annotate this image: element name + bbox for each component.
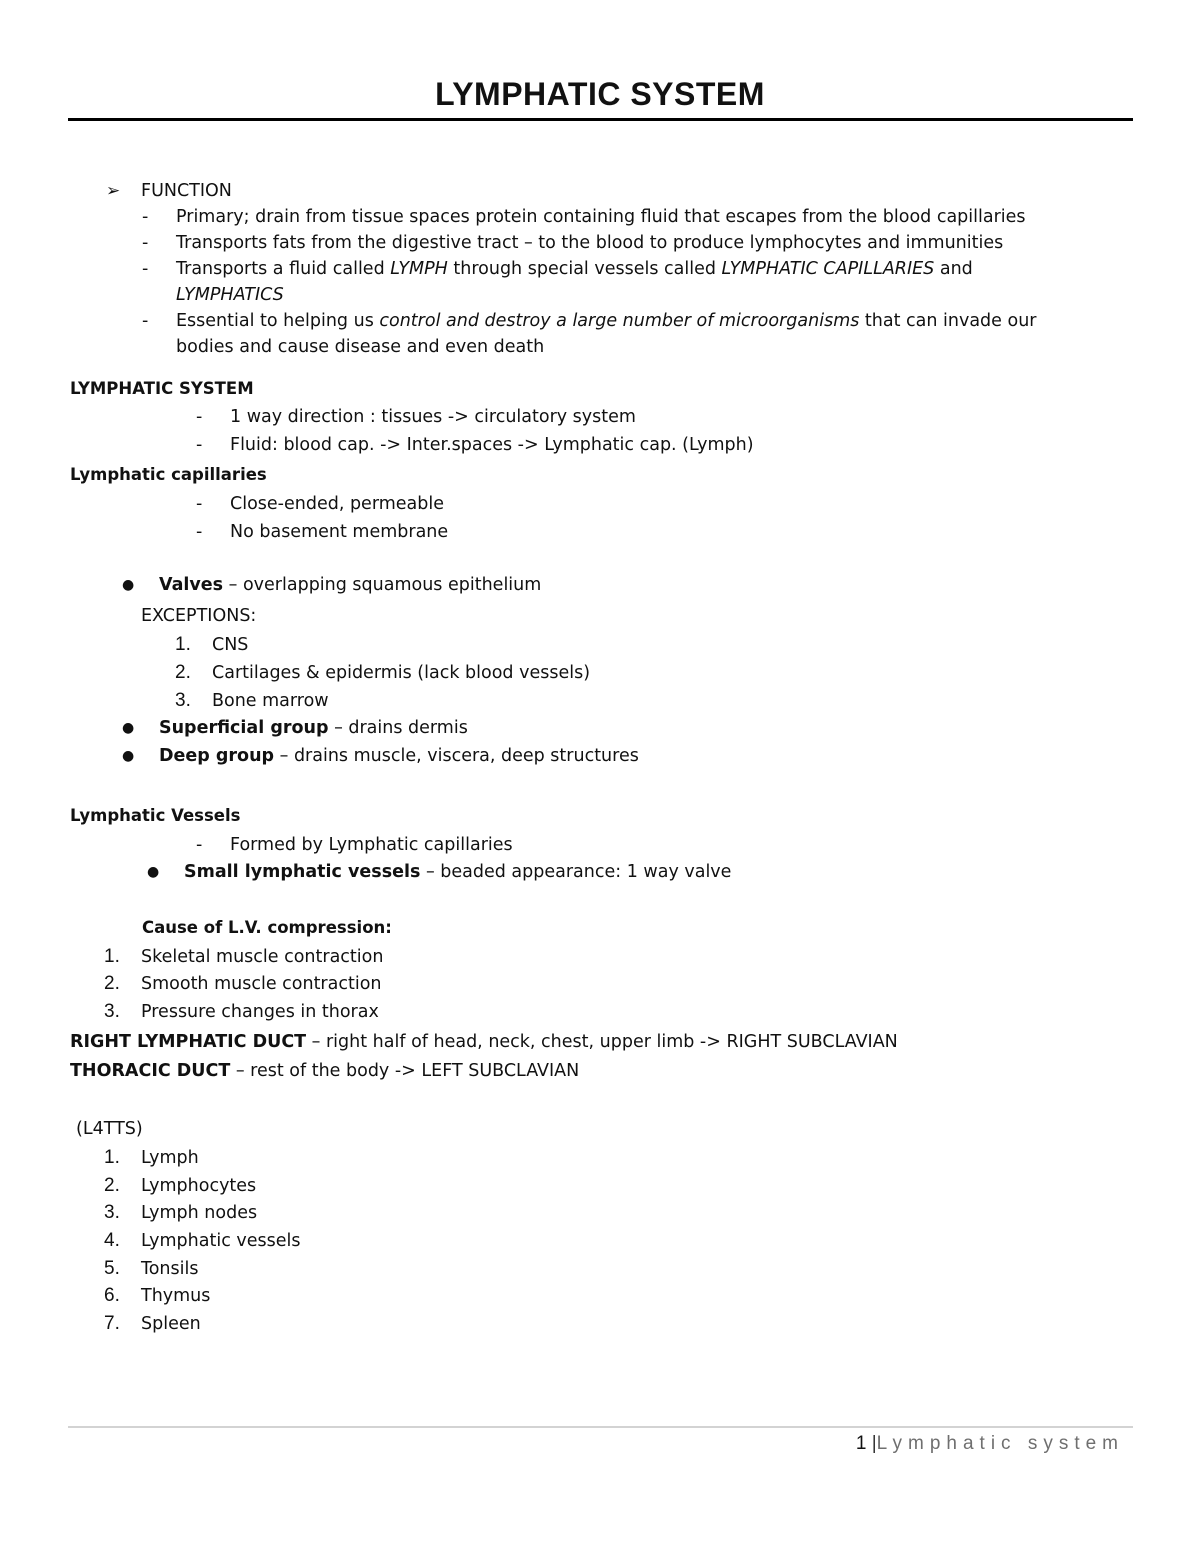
dash-marker: - (196, 494, 203, 514)
function-item-2: Transports fats from the digestive tract – to the blood to produce lymphocytes and immunities (176, 233, 1004, 253)
list-number: 2. (104, 1175, 120, 1196)
lymphatic-system-item-1: 1 way direction : tissues -> circulatory system (230, 407, 636, 427)
dash-marker: - (142, 311, 149, 331)
capillaries-item-1: Close-ended, permeable (230, 494, 444, 514)
dash-marker: - (196, 435, 203, 455)
function-item-4-continued: bodies and cause disease and even death (176, 337, 545, 357)
exception-item: Cartilages & epidermis (lack blood vessels) (212, 663, 591, 683)
function-item-4: Essential to helping us control and destroy a large number of microorganisms that can invade our (176, 311, 1037, 331)
function-item-1: Primary; drain from tissue spaces protein containing fluid that escapes from the blood capillaries (176, 207, 1026, 227)
thoracic-duct-line: THORACIC DUCT – rest of the body -> LEFT SUBCLAVIAN (70, 1061, 580, 1081)
list-number: 3. (104, 1001, 120, 1022)
list-number: 2. (175, 662, 191, 683)
list-number: 3. (104, 1202, 120, 1223)
function-item-3-continued: LYMPHATICS (176, 285, 284, 305)
function-item-3: Transports a fluid called LYMPH through special vessels called LYMPHATIC CAPILLARIES and (176, 259, 973, 279)
page-number: 1 (855, 1433, 867, 1454)
bullet-icon: ● (122, 577, 135, 593)
dash-marker: - (196, 407, 203, 427)
dash-marker: - (142, 233, 149, 253)
small-vessels-line: Small lymphatic vessels – beaded appearance: 1 way valve (184, 862, 732, 882)
l4tts-item: Lymph (141, 1148, 199, 1168)
exception-item: CNS (212, 635, 249, 655)
list-number: 1. (104, 1147, 120, 1168)
page-footer (856, 1432, 1124, 1456)
function-heading: FUNCTION (141, 181, 232, 201)
capillaries-item-2: No basement membrane (230, 522, 449, 542)
right-lymphatic-duct-line: RIGHT LYMPHATIC DUCT – right half of head, neck, chest, upper limb -> RIGHT SUBCLAVIAN (70, 1032, 898, 1052)
cause-item: Skeletal muscle contraction (141, 947, 384, 967)
lymphatic-system-heading: LYMPHATIC SYSTEM (70, 379, 254, 398)
cause-heading: Cause of L.V. compression: (142, 918, 392, 937)
cause-item: Smooth muscle contraction (141, 974, 382, 994)
list-number: 6. (104, 1285, 120, 1306)
l4tts-item: Tonsils (141, 1259, 199, 1279)
footer-separator: | (871, 1433, 877, 1454)
list-number: 7. (104, 1313, 120, 1334)
bullet-icon: ● (122, 720, 135, 736)
list-number: 3. (175, 690, 191, 711)
dash-marker: - (142, 259, 149, 279)
document-title: LYMPHATIC SYSTEM (435, 76, 765, 112)
exceptions-label: EXCEPTIONS: (141, 606, 257, 626)
l4tts-item: Spleen (141, 1314, 201, 1334)
dash-marker: - (142, 207, 149, 227)
l4tts-label: (L4TTS) (76, 1119, 143, 1139)
list-number: 2. (104, 973, 120, 994)
l4tts-item: Thymus (141, 1286, 211, 1306)
dash-marker: - (196, 835, 203, 855)
capillaries-heading: Lymphatic capillaries (70, 465, 267, 484)
footer-divider (68, 1426, 1133, 1428)
lymphatic-system-item-2: Fluid: blood cap. -> Inter.spaces -> Lymphatic cap. (Lymph) (230, 435, 754, 455)
bullet-icon: ● (122, 748, 135, 764)
cause-item: Pressure changes in thorax (141, 1002, 379, 1022)
dash-marker: - (196, 522, 203, 542)
title-divider (68, 118, 1133, 121)
bullet-icon: ● (147, 864, 160, 880)
list-number: 1. (104, 946, 120, 967)
exception-item: Bone marrow (212, 691, 329, 711)
list-number: 5. (104, 1258, 120, 1279)
valves-line: Valves – overlapping squamous epithelium (159, 575, 542, 595)
deep-group-line: Deep group – drains muscle, viscera, deep structures (159, 746, 639, 766)
footer-doc-name: Lymphatic system (876, 1433, 1124, 1454)
l4tts-item: Lymphatic vessels (141, 1231, 301, 1251)
l4tts-item: Lymphocytes (141, 1176, 257, 1196)
arrow-bullet-icon: ➢ (106, 181, 121, 201)
superficial-group-line: Superficial group – drains dermis (159, 718, 468, 738)
l4tts-item: Lymph nodes (141, 1203, 258, 1223)
vessels-item-1: Formed by Lymphatic capillaries (230, 835, 513, 855)
vessels-heading: Lymphatic Vessels (70, 806, 241, 825)
list-number: 1. (175, 634, 191, 655)
list-number: 4. (104, 1230, 120, 1251)
